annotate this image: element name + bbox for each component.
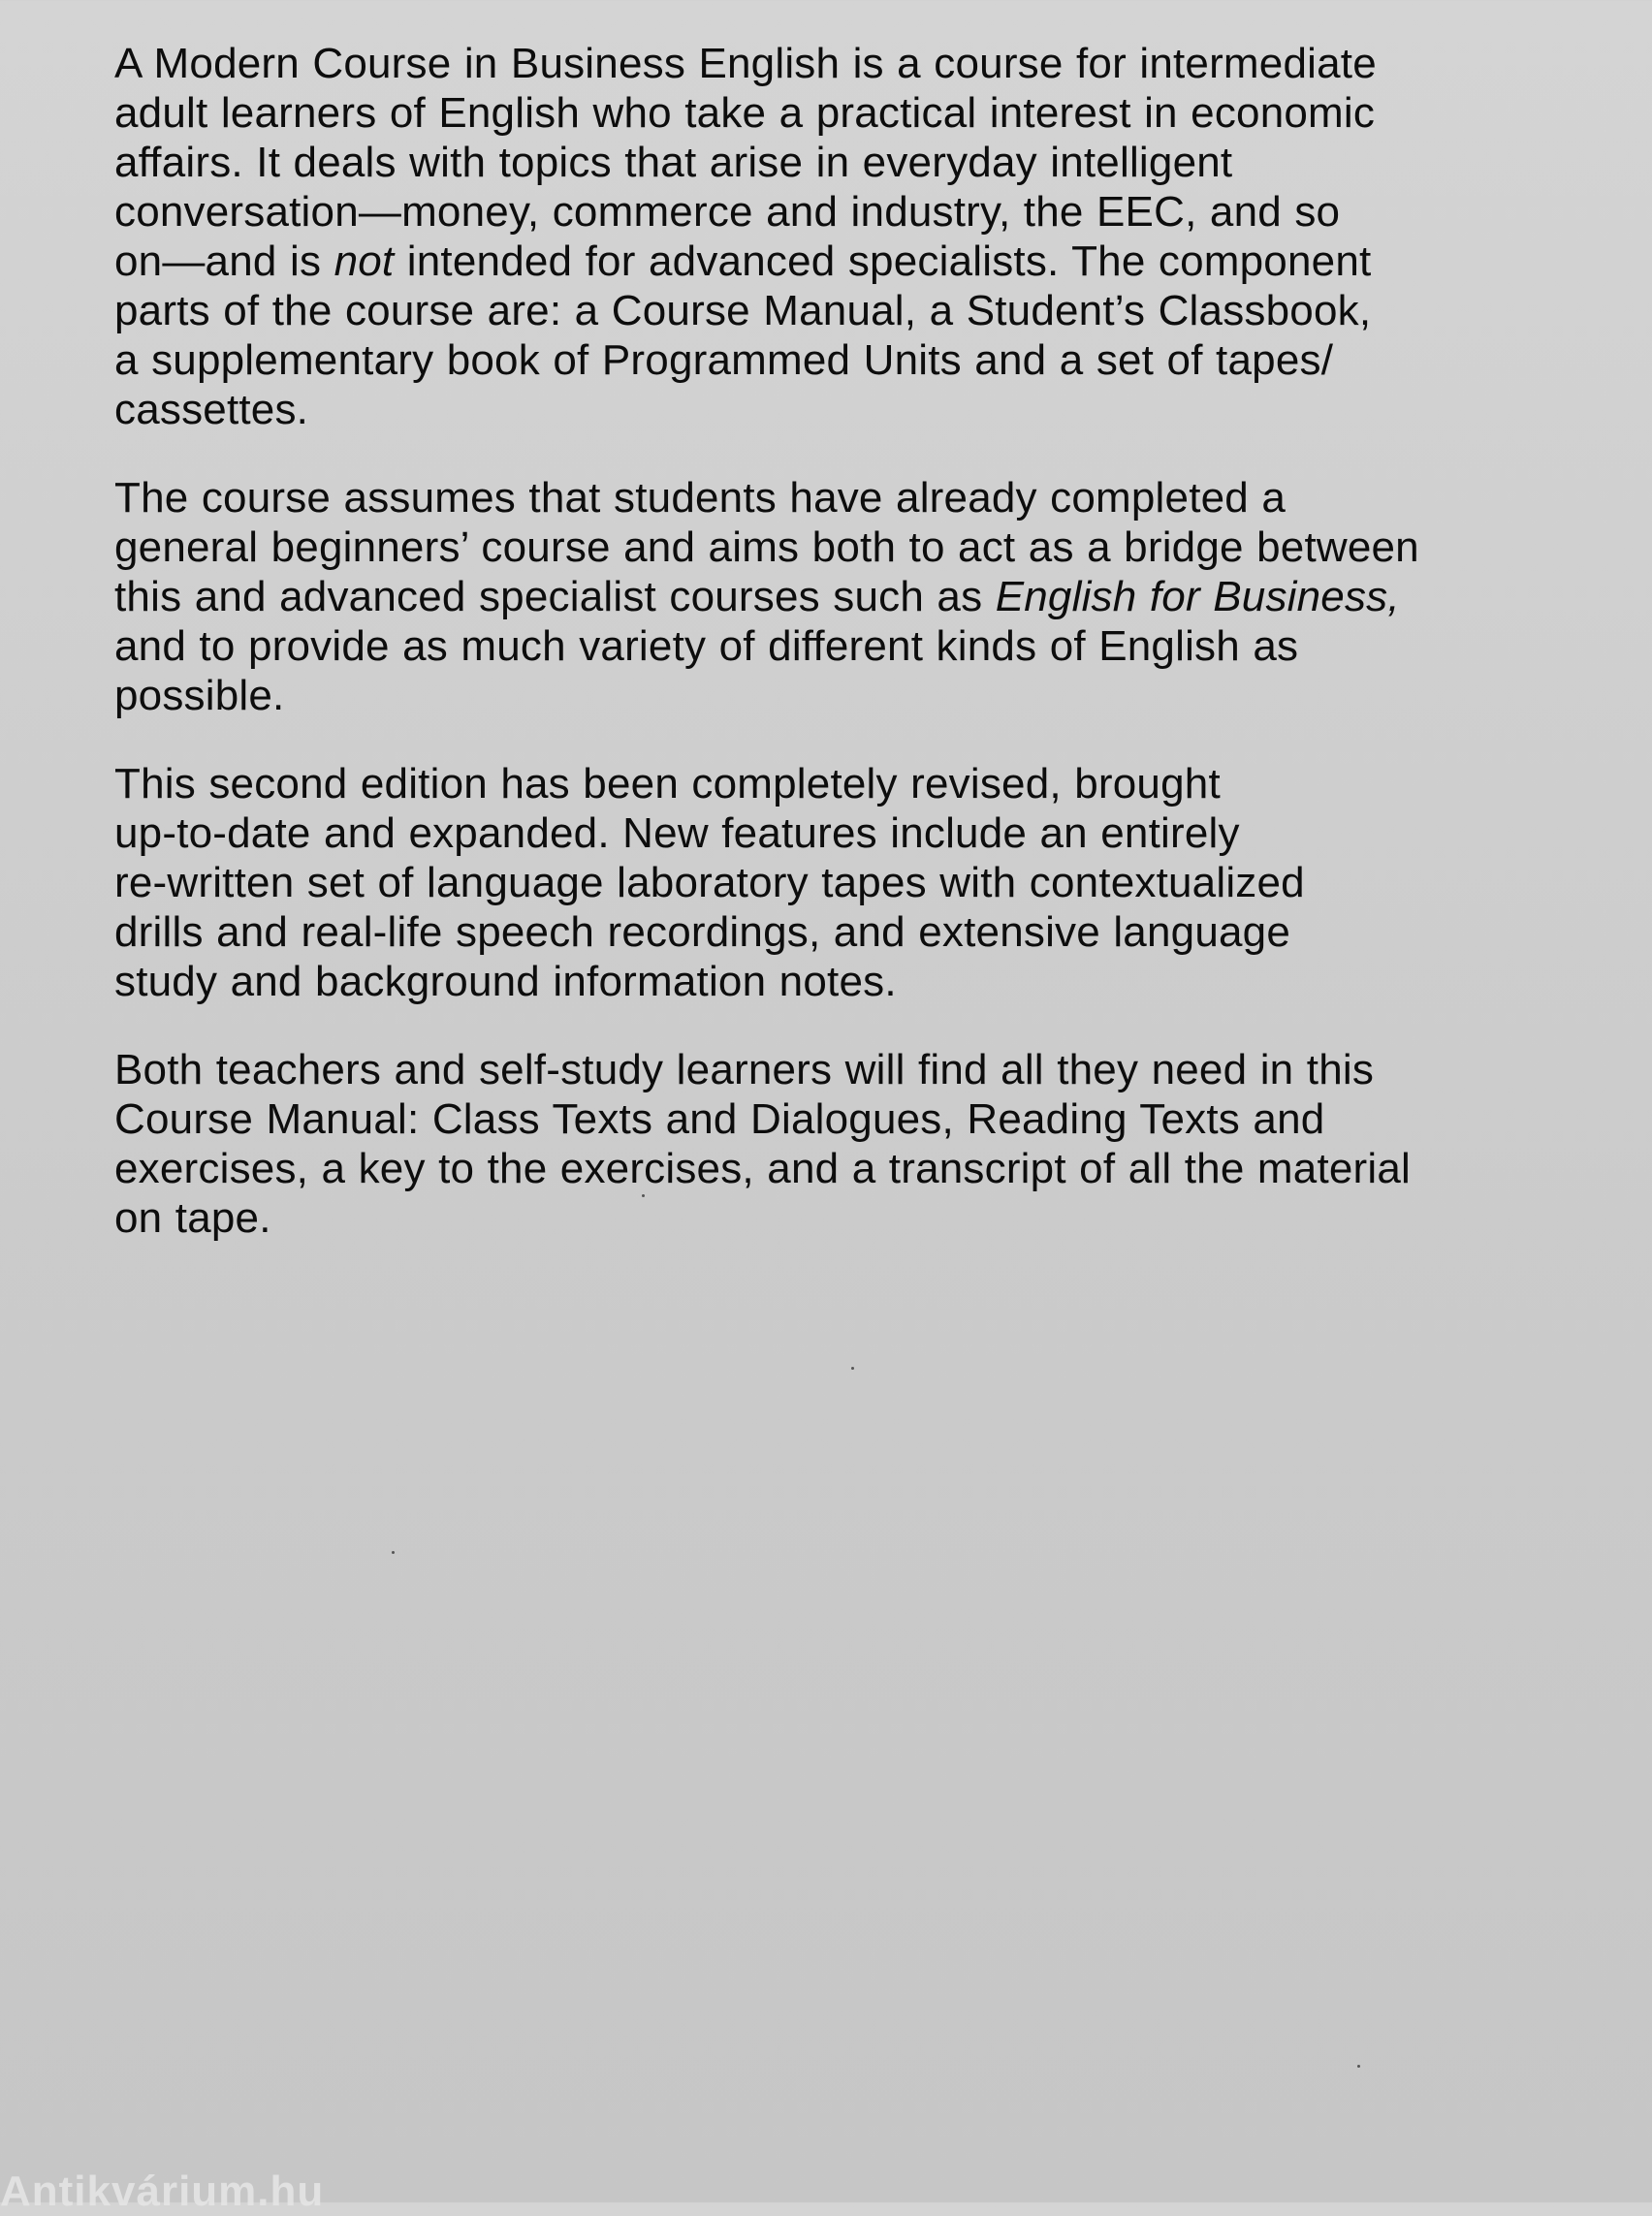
text-line: cassettes. <box>114 386 309 433</box>
paragraph-3 <box>114 759 1569 1006</box>
text-line: exercises, a key to the exercises, and a transcript of all the material <box>114 1145 1412 1192</box>
text-line: The course assumes that students have already completed a <box>114 474 1287 522</box>
text-line: a supplementary book of Programmed Units and a set of tapes/ <box>114 336 1334 384</box>
text-line: conversation—money, commerce and industry, the EEC, and so <box>114 188 1341 236</box>
text-line: adult learners of English who take a practical interest in economic <box>114 89 1376 137</box>
dust-speck <box>851 1367 854 1370</box>
text-segment: intended for advanced specialists. The component <box>394 237 1372 285</box>
text-line: A Modern Course in Business English is a course for intermediate <box>114 40 1377 87</box>
text-line: Course Manual: Class Texts and Dialogues, Reading Texts and <box>114 1095 1325 1143</box>
text-line: Both teachers and self-study learners will find all they need in this <box>114 1046 1375 1093</box>
text-line: on tape. <box>114 1194 271 1242</box>
text-line: possible. <box>114 672 285 719</box>
paragraph-2 <box>114 473 1569 720</box>
dust-speck <box>1357 2065 1360 2068</box>
watermark: Antikvárium.hu <box>0 2168 325 2215</box>
book-title-text: English for Business, <box>995 573 1400 620</box>
paragraph-1 <box>114 39 1569 434</box>
paragraph-4 <box>114 1045 1569 1243</box>
text-line: up-to-date and expanded. New features include an entirely <box>114 809 1240 857</box>
text-line: affairs. It deals with topics that arise in everyday intelligent <box>114 139 1233 186</box>
text-segment: this and advanced specialist courses such as <box>114 573 996 620</box>
text-line: parts of the course are: a Course Manual, a Student’s Classbook, <box>114 287 1372 334</box>
back-cover-text <box>114 39 1569 1282</box>
dust-speck <box>642 1194 645 1197</box>
text-line <box>114 237 1569 286</box>
text-line: drills and real-life speech recordings, and extensive language <box>114 908 1291 956</box>
emphasis-text: not <box>334 237 395 285</box>
dust-speck <box>392 1551 395 1554</box>
text-line: study and background information notes. <box>114 958 897 1005</box>
text-line: re-written set of language laboratory tapes with contextualized <box>114 859 1305 906</box>
text-line: and to provide as much variety of different kinds of English as <box>114 622 1299 670</box>
text-segment: on—and is <box>114 237 334 285</box>
text-line <box>114 572 1569 621</box>
text-line: general beginners’ course and aims both to act as a bridge between <box>114 523 1419 571</box>
text-line: This second edition has been completely revised, brought <box>114 760 1221 807</box>
